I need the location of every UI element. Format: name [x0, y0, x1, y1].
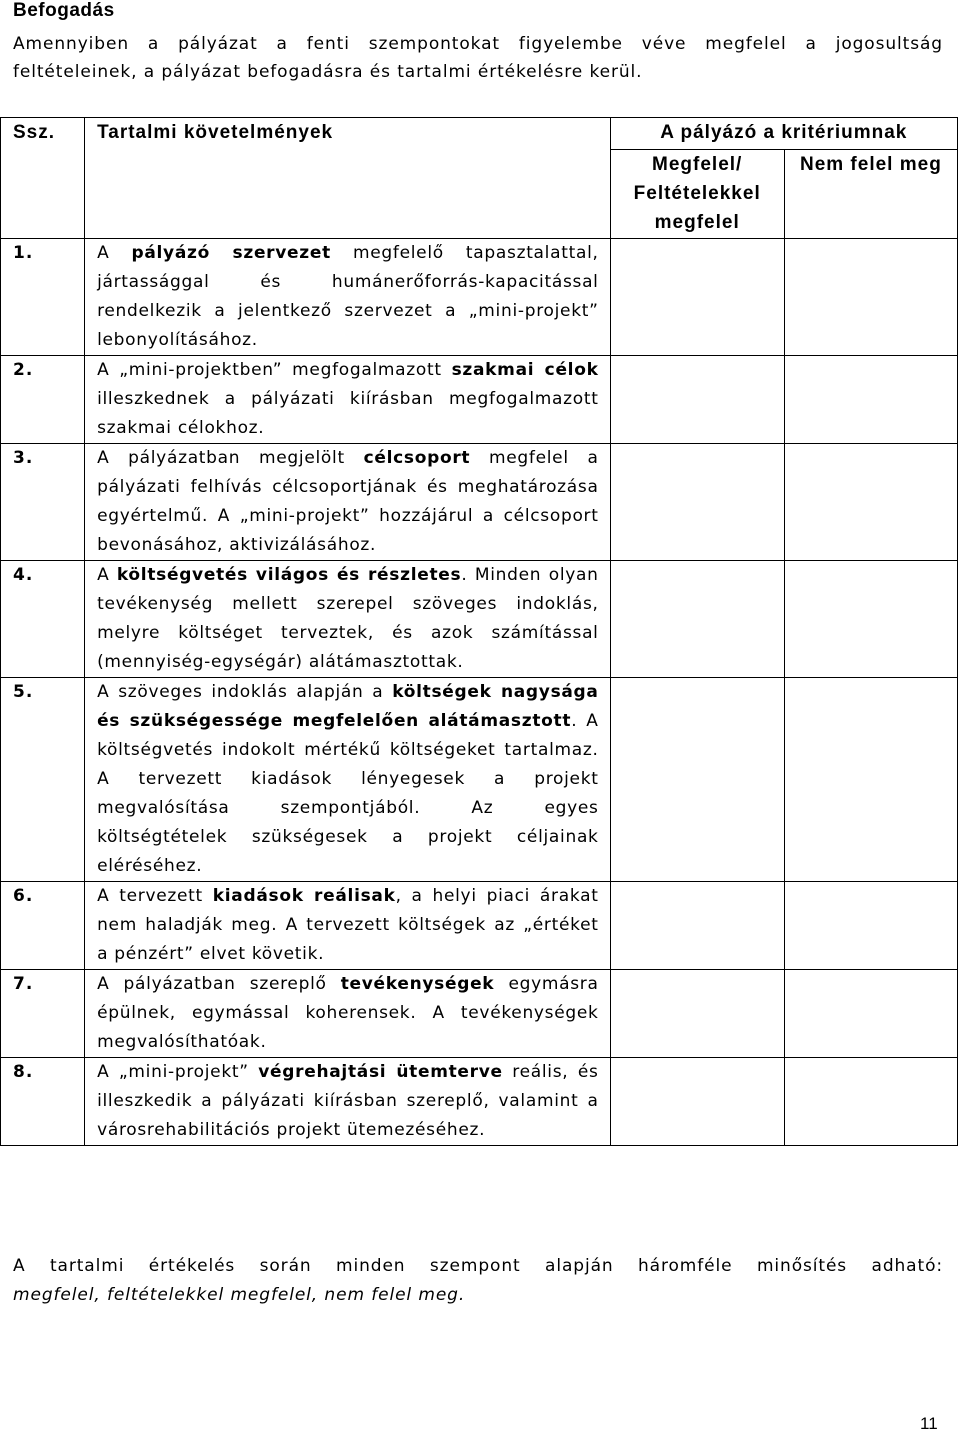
meets-cell[interactable]: [610, 356, 784, 444]
row-number: 2.: [1, 356, 85, 444]
row-requirement: A tervezett kiadások reálisak, a helyi piaci árakat nem haladják meg. A tervezett költségek az „értéket a pénzért” elvet követik.: [85, 882, 611, 970]
not-meets-cell[interactable]: [784, 561, 957, 678]
meets-cell[interactable]: [610, 970, 784, 1058]
table-row: [1, 678, 958, 882]
not-meets-cell[interactable]: [784, 356, 957, 444]
not-meets-cell[interactable]: [784, 678, 957, 882]
row-requirement: A „mini-projekt” végrehajtási ütemterve reális, és illeszkedik a pályázati kiírásban szereplő, valamint a városrehabilitációs projekt ütemezéséhez.: [85, 1058, 611, 1146]
row-number: 3.: [1, 444, 85, 561]
row-number: 7.: [1, 970, 85, 1058]
row-requirement: A költségvetés világos és részletes. Minden olyan tevékenység mellett szerepel szöveges indoklás, melyre költséget terveztek, és azok számítással (mennyiség-egységár) alátámasztottak.: [85, 561, 611, 678]
header-number: Ssz.: [1, 118, 85, 239]
row-number: 4.: [1, 561, 85, 678]
meets-cell[interactable]: [610, 1058, 784, 1146]
meets-cell[interactable]: [610, 882, 784, 970]
evaluation-options: megfelel, feltételekkel megfelel, nem felel meg.: [13, 1285, 466, 1305]
not-meets-cell[interactable]: [784, 444, 957, 561]
intro-paragraph: Amennyiben a pályázat a fenti szempontokat figyelembe véve megfelel a jogosultság feltételeinek, a pályázat befogadásra és tartalmi értékelésre kerül.: [13, 34, 943, 82]
page-number: 11: [920, 1414, 938, 1433]
header-not-meets: Nem felel meg: [784, 150, 957, 239]
row-requirement: A pályázatban megjelölt célcsoport megfelel a pályázati felhívás célcsoportjának és meghatározása egyértelmű. A „mini-projekt” hozzájárul a célcsoport bevonásához, aktivizálásához.: [85, 444, 611, 561]
table-row: [1, 970, 958, 1058]
header-requirements: Tartalmi követelmények: [85, 118, 611, 239]
meets-cell[interactable]: [610, 239, 784, 356]
header-meets: Megfelel/ Feltételekkel megfelel: [610, 150, 784, 239]
header-criterion: A pályázó a kritériumnak: [610, 118, 957, 150]
table-row: [1, 239, 958, 356]
table-row: [1, 356, 958, 444]
row-number: 1.: [1, 239, 85, 356]
row-number: 6.: [1, 882, 85, 970]
not-meets-cell[interactable]: [784, 970, 957, 1058]
row-requirement: A pályázatban szereplő tevékenységek egymásra épülnek, egymással koherensek. A tevékenységek megvalósíthatóak.: [85, 970, 611, 1058]
table-row: [1, 1058, 958, 1146]
table-header-row: [1, 118, 958, 150]
not-meets-cell[interactable]: [784, 239, 957, 356]
meets-cell[interactable]: [610, 561, 784, 678]
table-row: [1, 882, 958, 970]
criteria-table: [0, 117, 958, 1146]
evaluation-note: A tartalmi értékelés során minden szempont alapján háromféle minősítés adható:: [13, 1256, 943, 1276]
meets-cell[interactable]: [610, 444, 784, 561]
table-row: [1, 561, 958, 678]
table-row: [1, 444, 958, 561]
section-heading: Befogadás: [13, 0, 115, 21]
row-number: 5.: [1, 678, 85, 882]
not-meets-cell[interactable]: [784, 1058, 957, 1146]
meets-cell[interactable]: [610, 678, 784, 882]
row-requirement: A pályázó szervezet megfelelő tapasztalattal, jártassággal és humánerőforrás-kapacitással rendelkezik a jelentkező szervezet a „mini-projekt” lebonyolításához.: [85, 239, 611, 356]
row-number: 8.: [1, 1058, 85, 1146]
row-requirement: A „mini-projektben” megfogalmazott szakmai célok illeszkednek a pályázati kiírásban megfogalmazott szakmai célokhoz.: [85, 356, 611, 444]
not-meets-cell[interactable]: [784, 882, 957, 970]
row-requirement: A szöveges indoklás alapján a költségek nagysága és szükségessége megfelelően alátámasztott. A költségvetés indokolt mértékű költségeket tartalmaz. A tervezett kiadások lényegesek a projekt megvalósítása szempontjából. Az egyes költségtételek szükségesek a projekt céljainak eléréséhez.: [85, 678, 611, 882]
